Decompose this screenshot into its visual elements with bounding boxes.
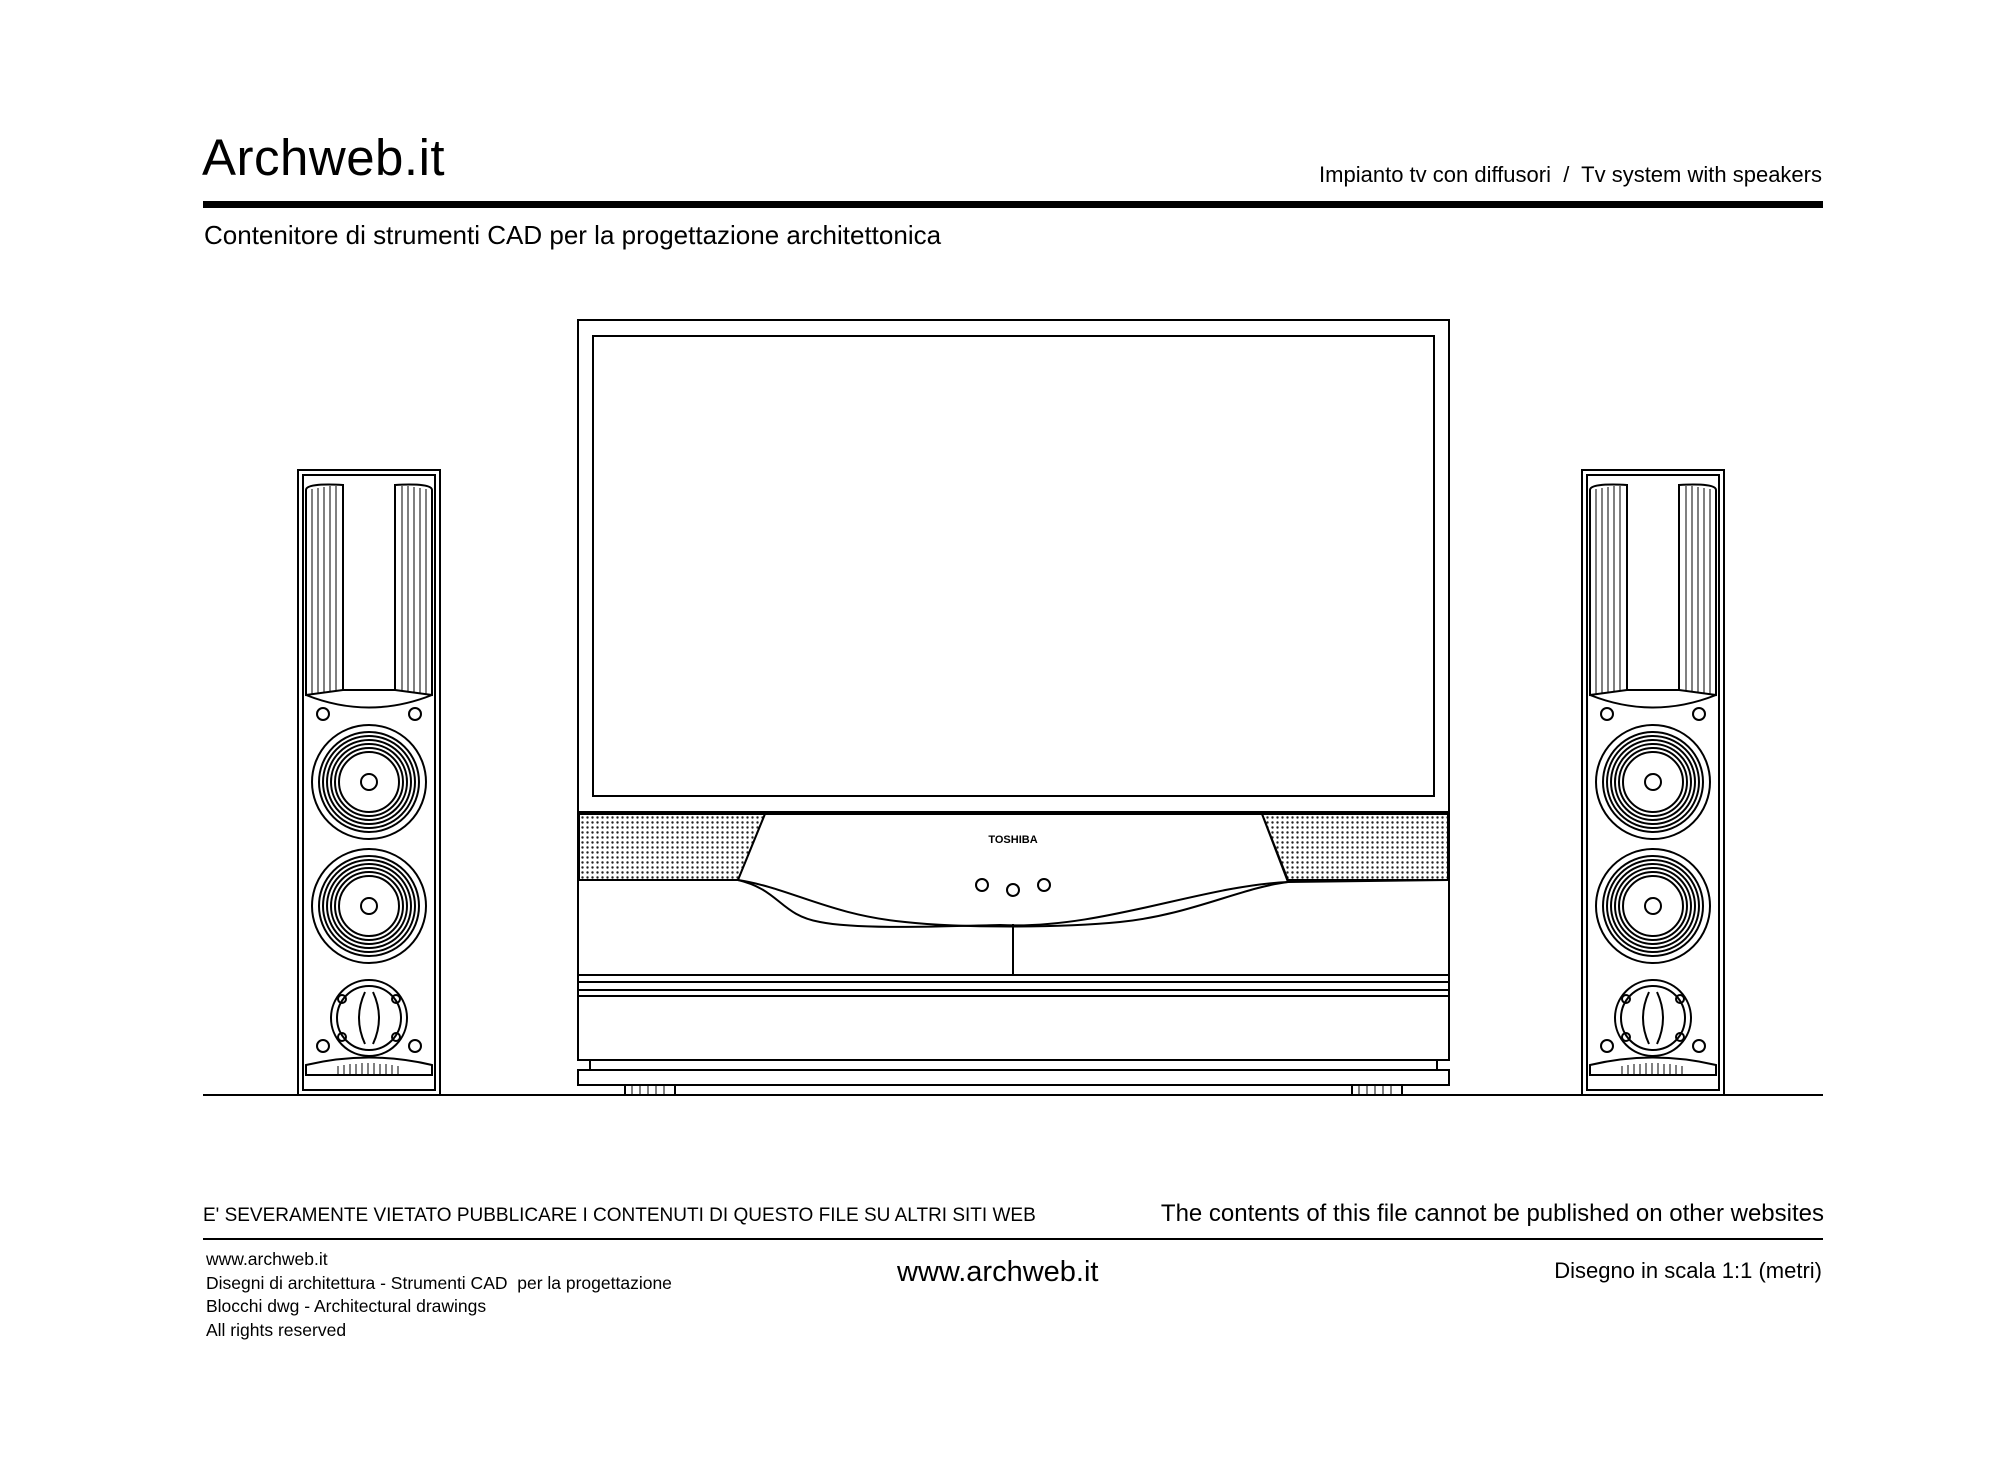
subtitle: Contenitore di strumenti CAD per la progettazione architettonica bbox=[204, 220, 942, 250]
footer-info-line: All rights reserved bbox=[206, 1319, 347, 1340]
tv-brand-label: TOSHIBA bbox=[988, 834, 1038, 846]
speaker-vent bbox=[306, 1058, 432, 1076]
footer-info bbox=[206, 1248, 672, 1342]
warning-english: The contents of this file cannot be published on other websites bbox=[1160, 1200, 1824, 1227]
tweeter bbox=[331, 980, 407, 1056]
woofer bbox=[312, 849, 426, 963]
left-speaker bbox=[298, 470, 440, 1095]
footer-info-line: Disegni di architettura - Strumenti CAD per la progettazione bbox=[206, 1272, 672, 1293]
footer-url: www.archweb.it bbox=[897, 1256, 1099, 1288]
tv-set bbox=[578, 320, 1449, 1095]
screw bbox=[317, 1040, 329, 1052]
drawing-title: Impianto tv con diffusori / Tv system with speakers bbox=[1319, 162, 1822, 187]
footer-rule bbox=[203, 1238, 1823, 1240]
warning-italian: E' SEVERAMENTE VIETATO PUBBLICARE I CONTENUTI DI QUESTO FILE SU ALTRI SITI WEB bbox=[203, 1205, 1036, 1226]
scale-note: Disegno in scala 1:1 (metri) bbox=[1554, 1258, 1822, 1283]
left-speaker-grille bbox=[579, 814, 765, 880]
brand-title: Archweb.it bbox=[202, 129, 446, 186]
right-speaker bbox=[1582, 470, 1724, 1095]
tv-control-panel bbox=[738, 814, 1288, 927]
tv-base bbox=[578, 1070, 1449, 1085]
tv-screen bbox=[593, 336, 1434, 796]
right-speaker-grille bbox=[1262, 814, 1448, 880]
tv-screen-bezel bbox=[578, 320, 1449, 812]
screw bbox=[409, 708, 421, 720]
screw bbox=[409, 1040, 421, 1052]
footer-info-line: Blocchi dwg - Architectural drawings bbox=[206, 1296, 487, 1316]
footer-info-line: www.archweb.it bbox=[206, 1249, 328, 1269]
woofer bbox=[312, 725, 426, 839]
screw bbox=[317, 708, 329, 720]
